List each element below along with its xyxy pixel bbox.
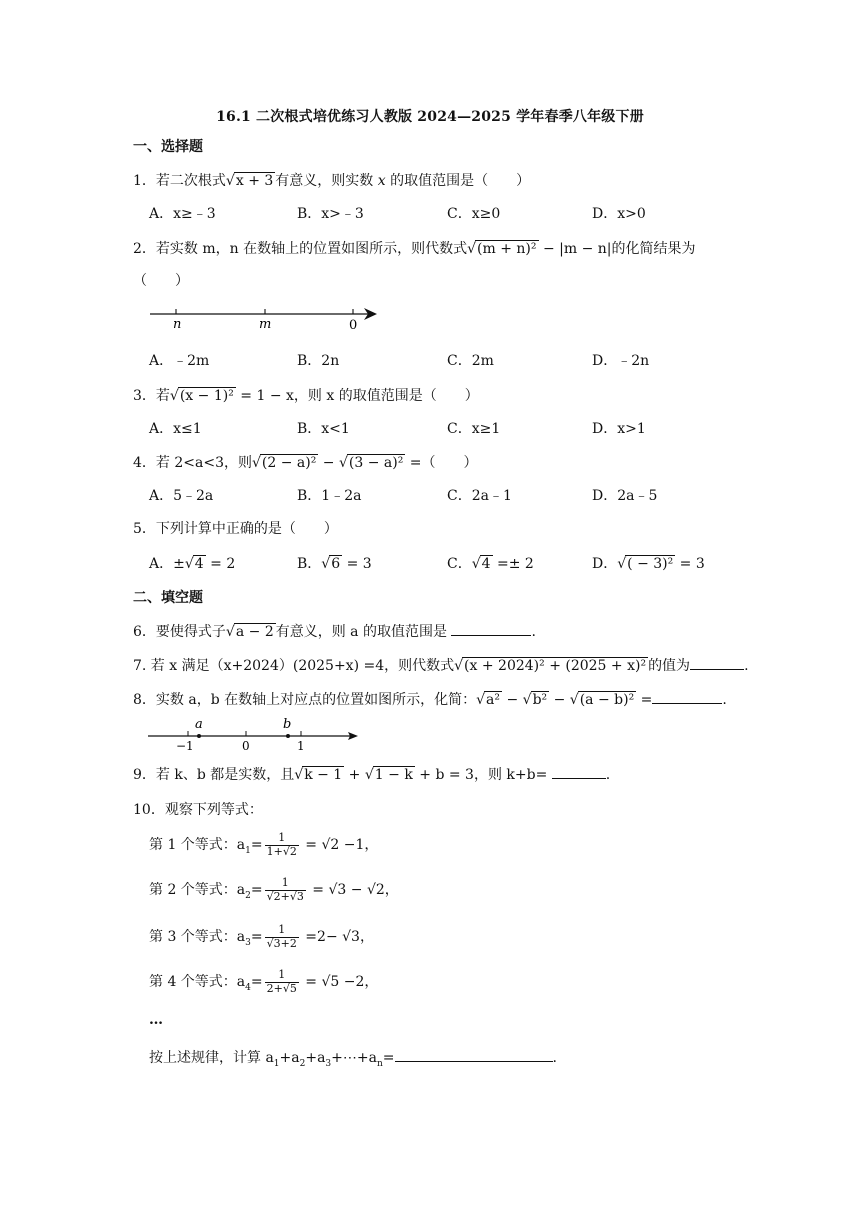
section-heading-fill: 二、填空题 — [133, 590, 203, 606]
q2-option-d[interactable]: D．﹣2n — [592, 353, 650, 369]
question-3-stem: 3．若√(x − 1)² = 1 − x，则 x 的取值范围是（ ） — [133, 388, 479, 404]
q1-option-b[interactable]: B．x>﹣3 — [297, 206, 364, 222]
q8-label-a: a — [195, 717, 203, 732]
question-8-stem: 8．实数 a，b 在数轴上对应点的位置如图所示，化简：√a² − √b² − √(a − b)² = . — [133, 689, 727, 709]
section-heading-choice: 一、选择题 — [133, 139, 203, 155]
q2-label-n: n — [173, 317, 182, 332]
question-6-stem: 6．要使得式子√a − 2 有意义，则 a 的取值范围是 . — [133, 621, 536, 641]
q4-option-b[interactable]: B．1﹣2a — [297, 488, 362, 504]
page-title: 16.1 二次根式培优练习人教版 2024—2025 学年春季八年级下册 — [216, 109, 644, 125]
q8-tick-label-0: 0 — [242, 739, 250, 753]
q8-number-line — [145, 712, 365, 754]
q5-option-d[interactable]: D．√( − 3)² = 3 — [592, 556, 705, 572]
question-5-options — [149, 553, 769, 575]
q10-equation-1: 第 1 个等式：$a_1=$ $\frac{1}{1+√2}$ = √2 −1， — [149, 831, 379, 858]
q2-number-line — [145, 300, 385, 336]
q4-option-d[interactable]: D．2a﹣5 — [592, 488, 658, 504]
q10-ellipsis: … — [149, 1012, 163, 1028]
q10-equation-2: 第 2 个等式：$a_2=$ $\frac{1}{√2+√3}$ = √3 − √2， — [149, 876, 399, 903]
q3-option-c[interactable]: C．x≥1 — [447, 421, 501, 437]
q1-option-a[interactable]: A．x≥﹣3 — [149, 206, 216, 222]
q3-radicand: (x − 1)² — [179, 388, 234, 404]
q3-option-d[interactable]: D．x>1 — [592, 421, 646, 437]
q10-equation-4: 第 4 个等式：$a_4=$ $\frac{1}{2+√5}$ = √5 −2， — [149, 968, 379, 995]
q8-tick-label-neg1: −1 — [176, 739, 194, 753]
q2-label-0: 0 — [349, 318, 358, 333]
q5-option-a[interactable]: A．±√4 = 2 — [149, 556, 236, 572]
question-10-stem: 10．观察下列等式： — [133, 802, 263, 818]
question-2-stem: 2．若实数 m，n 在数轴上的位置如图所示，则代数式√(m + n)² − |m − n|的化简结果为 — [133, 241, 696, 257]
q2-option-c[interactable]: C．2m — [447, 353, 494, 369]
q10-equation-3: 第 3 个等式：$a_3=$ $\frac{1}{√3+2}$ =2− √3， — [149, 923, 374, 950]
q3-option-a[interactable]: A．x≤1 — [149, 421, 202, 437]
q2-radicand: (m + n)² — [477, 241, 537, 257]
q8-tick-label-1: 1 — [297, 739, 305, 753]
question-3-options — [149, 418, 769, 440]
q4-option-a[interactable]: A．5﹣2a — [149, 488, 214, 504]
q2-option-a[interactable]: A．﹣2m — [149, 353, 210, 369]
q8-point-b — [286, 734, 290, 738]
q10-final-question: 按上述规律，计算 $a_1+a_2+a_3+\cdots+a_n=$ . — [149, 1047, 557, 1069]
question-1-options — [149, 203, 769, 225]
q7-radicand: (x + 2024)² + (2025 + x)² — [464, 658, 647, 674]
q3-option-b[interactable]: B．x<1 — [297, 421, 350, 437]
question-2-paren: （ ） — [133, 273, 189, 289]
q9-answer-blank[interactable] — [552, 764, 606, 779]
question-4-options — [149, 485, 769, 507]
q1-option-c[interactable]: C．x≥0 — [447, 206, 501, 222]
question-4-stem: 4．若 2<a<3，则√(2 − a)² − √(3 − a)² =（ ） — [133, 455, 478, 471]
q1-radicand: x + 3 — [235, 173, 274, 189]
q6-radicand: a − 2 — [235, 624, 274, 640]
q1-option-d[interactable]: D．x>0 — [592, 206, 646, 222]
q7-answer-blank[interactable] — [690, 655, 744, 670]
q8-point-a — [197, 734, 201, 738]
q10-answer-blank[interactable] — [395, 1047, 553, 1062]
q2-label-m: m — [259, 317, 272, 332]
q5-option-b[interactable]: B．√6 = 3 — [297, 556, 372, 572]
question-9-stem: 9．若 k、b 都是实数，且√k − 1 + √1 − k + b = 3，则 k+b= . — [133, 764, 610, 784]
q8-answer-blank[interactable] — [652, 689, 722, 704]
question-7-stem: 7. 若 x 满足（x+2024）(2025+x) =4，则代数式√(x + 2024)² + (2025 + x)² 的值为 . — [133, 655, 749, 675]
question-2-options — [149, 350, 769, 372]
question-1-stem: 1．若二次根式√x + 3 有意义，则实数 x 的取值范围是（ ） — [133, 173, 531, 189]
q4-radicand-1: (2 − a)² — [261, 455, 317, 471]
question-5-stem: 5．下列计算中正确的是（ ） — [133, 521, 338, 537]
q2-option-b[interactable]: B．2n — [297, 353, 340, 369]
q8-label-b: b — [283, 717, 292, 732]
q6-answer-blank[interactable] — [451, 621, 531, 636]
q4-radicand-2: (3 − a)² — [348, 455, 404, 471]
q4-option-c[interactable]: C．2a﹣1 — [447, 488, 512, 504]
q5-option-c[interactable]: C．√4 =± 2 — [447, 556, 534, 572]
